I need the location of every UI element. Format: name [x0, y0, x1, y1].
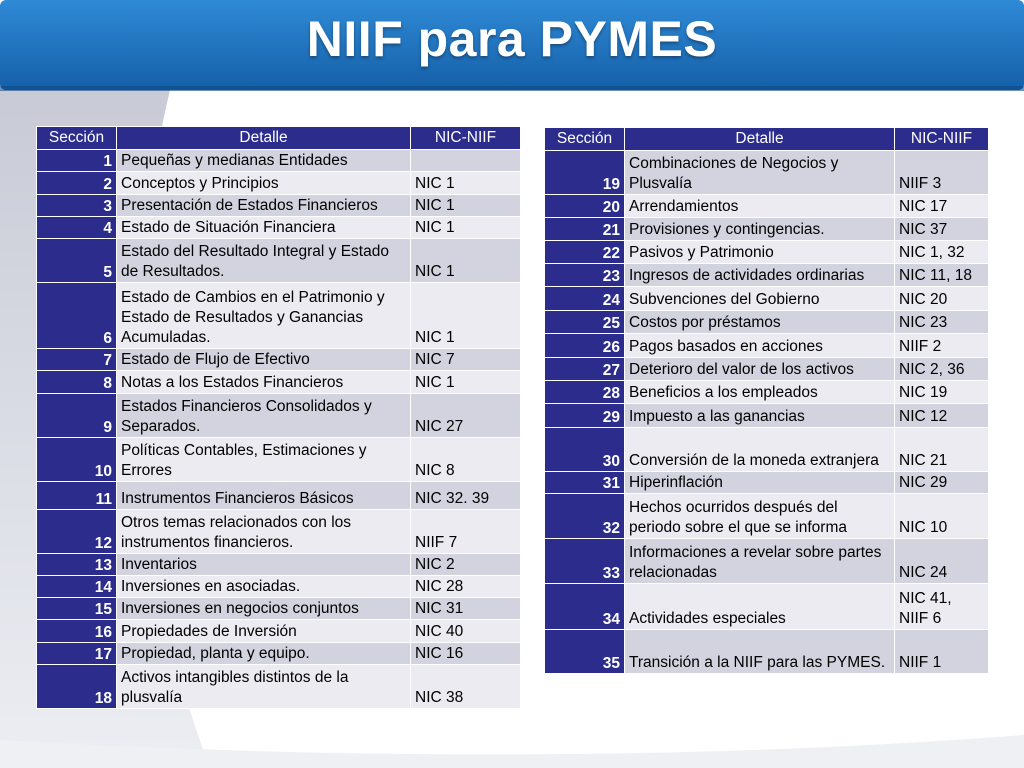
table-header-row — [37, 127, 521, 150]
section-detail: Pasivos y Patrimonio — [625, 241, 895, 264]
section-detail: Actividades especiales — [625, 584, 895, 630]
section-detail: Informaciones a revelar sobre partes relacionadas — [625, 539, 895, 584]
table-row — [37, 510, 521, 554]
section-detail: Estado de Cambios en el Patrimonio y Estado de Resultados y Ganancias Acumuladas. — [117, 283, 411, 349]
section-number: 14 — [37, 576, 117, 598]
table-row — [37, 620, 521, 643]
table-row — [545, 195, 989, 218]
section-standard: NIC 16 — [411, 643, 521, 665]
section-standard: NIC 8 — [411, 438, 521, 482]
section-standard: NIC 7 — [411, 349, 521, 371]
section-number: 16 — [37, 620, 117, 643]
section-number: 27 — [545, 358, 625, 381]
section-standard: NIC 19 — [895, 381, 989, 404]
section-detail: Transición a la NIIF para las PYMES. — [625, 630, 895, 674]
table-row — [37, 438, 521, 482]
section-detail: Instrumentos Financieros Básicos — [117, 482, 411, 510]
section-number: 15 — [37, 598, 117, 620]
table-row — [37, 195, 521, 217]
section-standard: NIC 21 — [895, 428, 989, 472]
table-row — [545, 404, 989, 428]
section-detail: Propiedades de Inversión — [117, 620, 411, 643]
section-number: 24 — [545, 287, 625, 311]
table-row — [545, 472, 989, 494]
section-standard — [411, 150, 521, 172]
section-standard: NIC 38 — [411, 665, 521, 709]
section-number: 30 — [545, 428, 625, 472]
section-standard: NIC 27 — [411, 394, 521, 438]
table-row — [545, 539, 989, 584]
section-number: 11 — [37, 482, 117, 510]
section-number: 9 — [37, 394, 117, 438]
section-detail: Arrendamientos — [625, 195, 895, 218]
section-standard: NIC 17 — [895, 195, 989, 218]
section-detail: Provisiones y contingencias. — [625, 218, 895, 241]
section-number: 20 — [545, 195, 625, 218]
table-header-row — [545, 128, 989, 151]
section-number: 35 — [545, 630, 625, 674]
section-standard: NIC 2, 36 — [895, 358, 989, 381]
section-detail: Subvenciones del Gobierno — [625, 287, 895, 311]
section-detail: Estados Financieros Consolidados y Separados. — [117, 394, 411, 438]
section-number: 22 — [545, 241, 625, 264]
section-detail: Combinaciones de Negocios y Plusvalía — [625, 151, 895, 195]
section-detail: Hiperinflación — [625, 472, 895, 494]
section-detail: Beneficios a los empleados — [625, 381, 895, 404]
table-row — [37, 217, 521, 239]
section-number: 13 — [37, 554, 117, 576]
table-row — [545, 218, 989, 241]
section-standard: NIIF 7 — [411, 510, 521, 554]
section-number: 28 — [545, 381, 625, 404]
section-number: 6 — [37, 283, 117, 349]
sections-table-right — [544, 127, 989, 674]
table-row — [545, 264, 989, 287]
section-standard: NIIF 3 — [895, 151, 989, 195]
section-standard: NIC 1 — [411, 195, 521, 217]
header-detalle: Detalle — [117, 127, 411, 150]
section-number: 32 — [545, 494, 625, 539]
section-detail: Pagos basados en acciones — [625, 334, 895, 358]
header-seccion: Sección — [545, 128, 625, 151]
section-detail: Impuesto a las ganancias — [625, 404, 895, 428]
section-number: 3 — [37, 195, 117, 217]
section-number: 7 — [37, 349, 117, 371]
section-standard: NIC 23 — [895, 311, 989, 334]
section-number: 2 — [37, 172, 117, 195]
section-detail: Políticas Contables, Estimaciones y Errores — [117, 438, 411, 482]
table-row — [37, 394, 521, 438]
section-number: 33 — [545, 539, 625, 584]
section-number: 21 — [545, 218, 625, 241]
section-number: 26 — [545, 334, 625, 358]
sections-table-left — [36, 126, 521, 709]
section-standard: NIC 1 — [411, 217, 521, 239]
section-standard: NIC 41, NIIF 6 — [895, 584, 989, 630]
section-standard: NIC 40 — [411, 620, 521, 643]
section-detail: Ingresos de actividades ordinarias — [625, 264, 895, 287]
section-number: 10 — [37, 438, 117, 482]
table-row — [37, 576, 521, 598]
section-standard: NIC 1 — [411, 283, 521, 349]
section-standard: NIC 12 — [895, 404, 989, 428]
section-standard: NIC 37 — [895, 218, 989, 241]
section-detail: Costos por préstamos — [625, 311, 895, 334]
section-detail: Inversiones en negocios conjuntos — [117, 598, 411, 620]
section-number: 25 — [545, 311, 625, 334]
table-row — [545, 494, 989, 539]
table-row — [37, 598, 521, 620]
table-row — [545, 428, 989, 472]
section-standard: NIC 20 — [895, 287, 989, 311]
section-number: 17 — [37, 643, 117, 665]
section-detail: Conceptos y Principios — [117, 172, 411, 195]
section-standard: NIC 1, 32 — [895, 241, 989, 264]
section-detail: Activos intangibles distintos de la plusvalía — [117, 665, 411, 709]
section-number: 19 — [545, 151, 625, 195]
section-detail: Propiedad, planta y equipo. — [117, 643, 411, 665]
header-nic-niif: NIC-NIIF — [411, 127, 521, 150]
section-detail: Conversión de la moneda extranjera — [625, 428, 895, 472]
table-row — [545, 241, 989, 264]
section-standard: NIC 24 — [895, 539, 989, 584]
header-detalle: Detalle — [625, 128, 895, 151]
table-row — [37, 239, 521, 283]
section-detail: Hechos ocurridos después del periodo sobre el que se informa — [625, 494, 895, 539]
table-row — [545, 287, 989, 311]
table-row — [37, 554, 521, 576]
table-row — [545, 381, 989, 404]
table-row — [545, 334, 989, 358]
section-detail: Deterioro del valor de los activos — [625, 358, 895, 381]
table-row — [37, 482, 521, 510]
section-standard: NIC 1 — [411, 239, 521, 283]
section-standard: NIC 31 — [411, 598, 521, 620]
section-number: 12 — [37, 510, 117, 554]
section-detail: Estado de Flujo de Efectivo — [117, 349, 411, 371]
section-number: 34 — [545, 584, 625, 630]
table-row — [37, 283, 521, 349]
section-detail: Otros temas relacionados con los instrumentos financieros. — [117, 510, 411, 554]
table-row — [37, 371, 521, 394]
section-number: 5 — [37, 239, 117, 283]
table-row — [545, 358, 989, 381]
section-standard: NIC 28 — [411, 576, 521, 598]
section-standard: NIC 29 — [895, 472, 989, 494]
section-detail: Inventarios — [117, 554, 411, 576]
section-standard: NIIF 1 — [895, 630, 989, 674]
section-detail: Estado del Resultado Integral y Estado de Resultados. — [117, 239, 411, 283]
section-number: 1 — [37, 150, 117, 172]
section-standard: NIC 11, 18 — [895, 264, 989, 287]
section-number: 29 — [545, 404, 625, 428]
table-row — [37, 150, 521, 172]
section-standard: NIC 10 — [895, 494, 989, 539]
table-row — [545, 630, 989, 674]
table-row — [545, 311, 989, 334]
table-row — [545, 151, 989, 195]
section-number: 23 — [545, 264, 625, 287]
table-row — [545, 584, 989, 630]
section-number: 4 — [37, 217, 117, 239]
page-title: NIIF para PYMES — [306, 11, 718, 67]
header-nic-niif: NIC-NIIF — [895, 128, 989, 151]
section-standard: NIC 1 — [411, 371, 521, 394]
section-detail: Presentación de Estados Financieros — [117, 195, 411, 217]
section-number: 31 — [545, 472, 625, 494]
section-standard: NIC 2 — [411, 554, 521, 576]
section-standard: NIC 32. 39 — [411, 482, 521, 510]
section-detail: Pequeñas y medianas Entidades — [117, 150, 411, 172]
section-detail: Inversiones en asociadas. — [117, 576, 411, 598]
section-standard: NIC 1 — [411, 172, 521, 195]
section-detail: Notas a los Estados Financieros — [117, 371, 411, 394]
table-row — [37, 349, 521, 371]
section-detail: Estado de Situación Financiera — [117, 217, 411, 239]
section-number: 8 — [37, 371, 117, 394]
table-row — [37, 643, 521, 665]
header-seccion: Sección — [37, 127, 117, 150]
table-row — [37, 665, 521, 709]
section-standard: NIIF 2 — [895, 334, 989, 358]
table-row — [37, 172, 521, 195]
section-number: 18 — [37, 665, 117, 709]
